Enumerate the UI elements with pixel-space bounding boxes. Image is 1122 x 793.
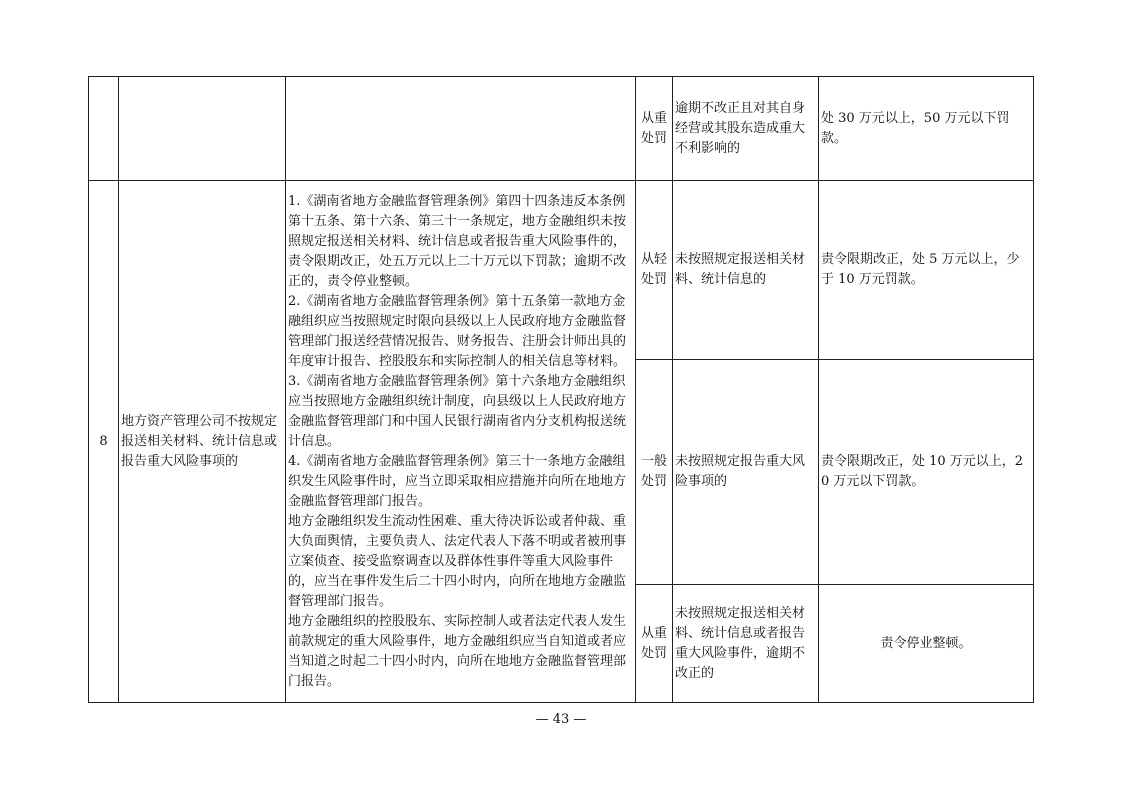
penalty-standards-table xyxy=(88,76,1034,703)
legal-basis-paragraph: 2.《湖南省地方金融监督管理条例》第十五条第一款地方金融组织应当按照规定时限向县级以上人民政府地方金融监督管理部门报送经营情况报告、财务报告、注册会计师出具的年度审计报告、控股股东和实际控制人的相关信息等材料。 xyxy=(288,293,627,369)
penalty-cell: 责令停业整顿。 xyxy=(819,585,1034,703)
row-number: 8 xyxy=(89,181,119,703)
violation-description: 地方资产管理公司不按规定报送相关材料、统计信息或报告重大风险事项的 xyxy=(119,181,286,703)
penalty-level-cell: 从重处罚 xyxy=(636,585,673,703)
legal-basis-paragraph: 4.《湖南省地方金融监督管理条例》第三十一条地方金融组织发生风险事件时，应当立即采取相应措施并向所在地地方金融监督管理部门报告。 xyxy=(288,453,627,509)
legal-basis-paragraph: 地方金融组织发生流动性困难、重大待决诉讼或者仲裁、重大负面舆情，主要负责人、法定代表人下落不明或者被刑事立案侦查、接受监察调查以及群体性事件等重大风险事件的，应当在事件发生后二十四小时内，向所在地地方金融监督管理部门报告。 xyxy=(288,513,627,609)
circumstance-cell: 未按照规定报送相关材料、统计信息的 xyxy=(673,181,819,360)
legal-basis-paragraph: 3.《湖南省地方金融监督管理条例》第十六条地方金融组织应当按照地方金融组织统计制度，向县级以上人民政府地方金融监督管理部门和中国人民银行湖南省内分支机构报送统计信息。 xyxy=(288,373,627,449)
penalty-level-cell: 一般处罚 xyxy=(636,360,673,585)
legal-basis-paragraph: 地方金融组织的控股股东、实际控制人或者法定代表人发生前款规定的重大风险事件，地方金融组织应当自知道或者应当知道之时起二十四小时内，向所在地地方金融监督管理部门报告。 xyxy=(288,613,627,689)
penalty-cell: 责令限期改正，处 10 万元以上，20 万元以下罚款。 xyxy=(819,360,1034,585)
table-row xyxy=(89,77,1034,181)
penalty-level-cell: 从重处罚 xyxy=(636,77,673,181)
penalty-cell: 处 30 万元以上，50 万元以下罚款。 xyxy=(819,77,1034,181)
circumstance-cell: 未按照规定报告重大风险事项的 xyxy=(673,360,819,585)
table-row xyxy=(89,181,1034,360)
penalty-cell: 责令限期改正，处 5 万元以上，少于 10 万元罚款。 xyxy=(819,181,1034,360)
circumstance-cell: 未按照规定报送相关材料、统计信息或者报告重大风险事件，逾期不改正的 xyxy=(673,585,819,703)
penalty-level-cell: 从轻处罚 xyxy=(636,181,673,360)
legal-basis xyxy=(286,181,636,703)
circumstance-cell: 逾期不改正且对其自身经营或其股东造成重大不利影响的 xyxy=(673,77,819,181)
violation-cell xyxy=(119,77,286,181)
page-number: — 43 — xyxy=(535,712,587,727)
legal-basis-paragraph: 1.《湖南省地方金融监督管理条例》第四十四条违反本条例第十五条、第十六条、第三十一条规定，地方金融组织未按照规定报送相关材料、统计信息或者报告重大风险事件的，责令限期改正，处五万元以上二十万元以下罚款；逾期不改正的，责令停业整顿。 xyxy=(288,193,627,289)
number-cell xyxy=(89,77,119,181)
legal-basis-cell xyxy=(286,77,636,181)
